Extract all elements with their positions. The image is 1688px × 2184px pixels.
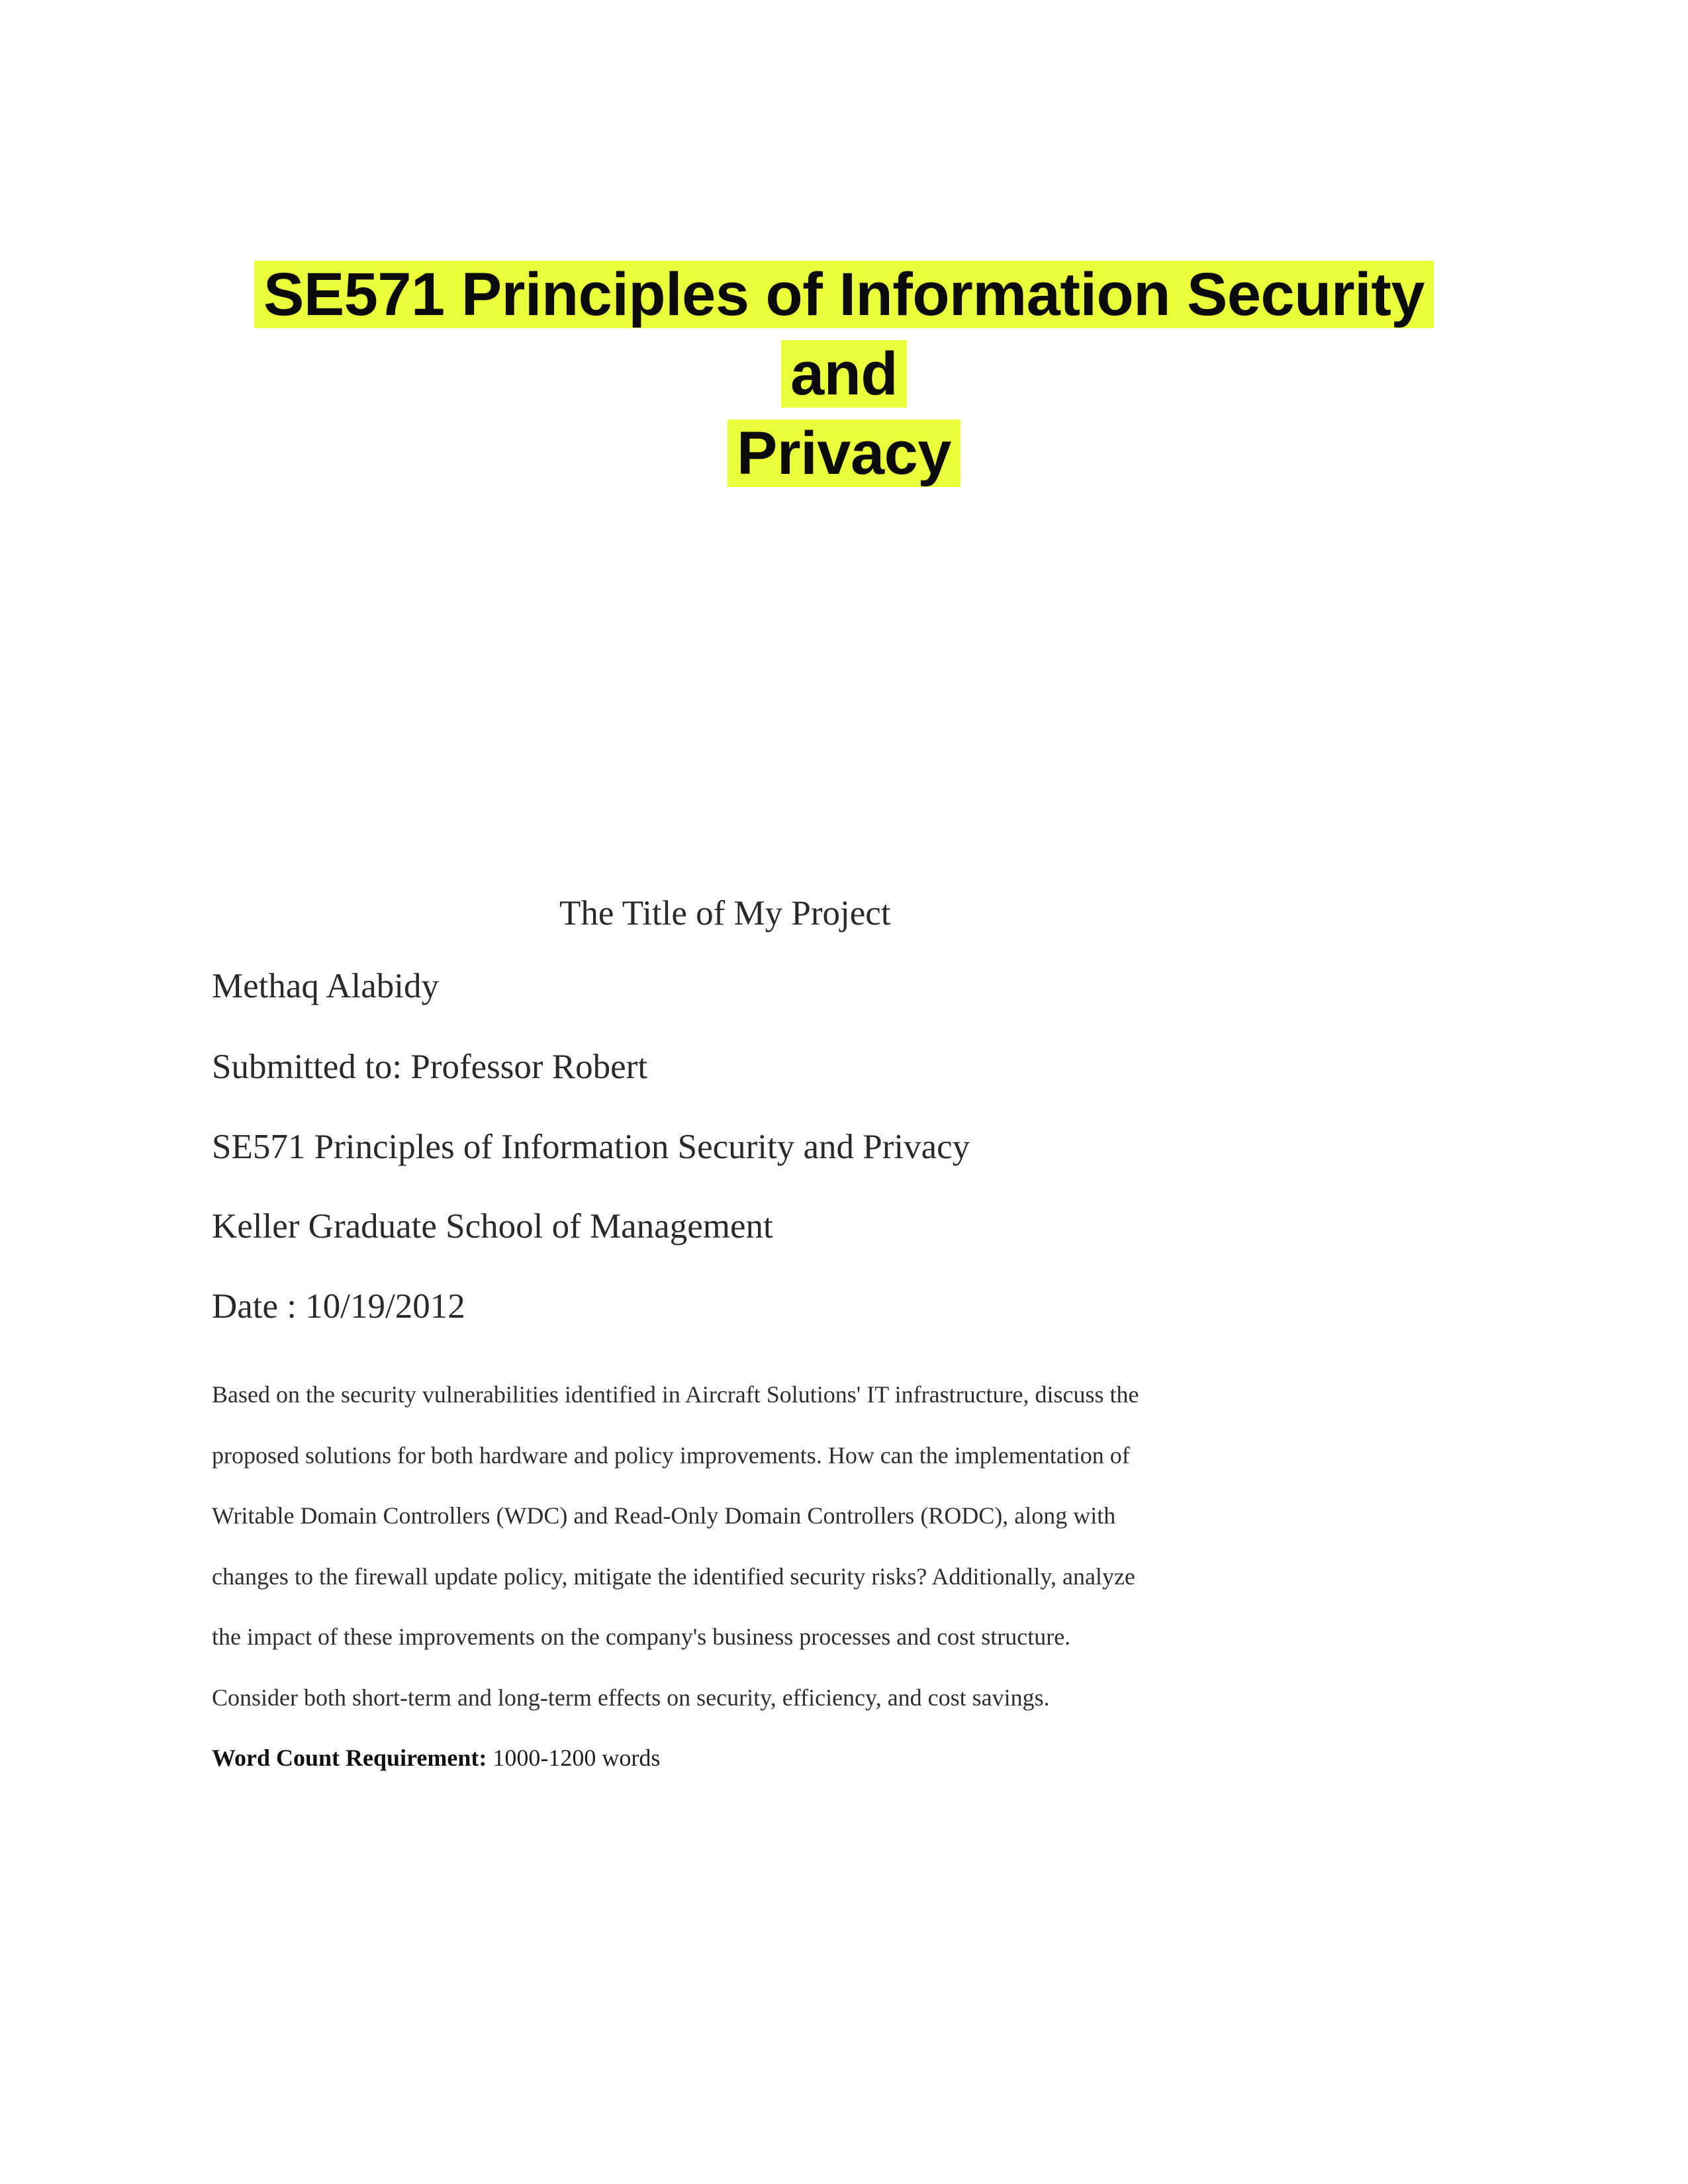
document-heading [205, 255, 1483, 493]
prompt-line: changes to the firewall update policy, mitigate the identified security risks? Additionally, analyze [212, 1563, 1135, 1590]
word-count-requirement [212, 1731, 660, 1784]
word-count-label: Word Count Requirement: [212, 1745, 487, 1771]
school-name: Keller Graduate School of Management [212, 1207, 773, 1246]
heading-line-1: SE571 Principles of Information Security and [254, 261, 1434, 408]
submission-date: Date : 10/19/2012 [212, 1287, 465, 1326]
prompt-line: Based on the security vulnerabilities identified in Aircraft Solutions' IT infrastructure, discuss the [212, 1381, 1139, 1408]
prompt-line: proposed solutions for both hardware and policy improvements. How can the implementation of [212, 1441, 1130, 1469]
assignment-prompt [212, 1365, 1284, 1728]
submitted-to: Submitted to: Professor Robert [212, 1048, 648, 1086]
word-count-value: 1000-1200 words [487, 1745, 661, 1771]
prompt-line: Writable Domain Controllers (WDC) and Read-Only Domain Controllers (RODC), along with [212, 1502, 1116, 1529]
course-name: SE571 Principles of Information Security and Privacy [212, 1128, 970, 1166]
author-name: Methaq Alabidy [212, 967, 439, 1005]
project-title: The Title of My Project [559, 894, 891, 933]
heading-line-2: Privacy [727, 420, 961, 487]
prompt-line: Consider both short-term and long-term effects on security, efficiency, and cost savings. [212, 1684, 1050, 1711]
prompt-line: the impact of these improvements on the company's business processes and cost structure. [212, 1623, 1071, 1650]
